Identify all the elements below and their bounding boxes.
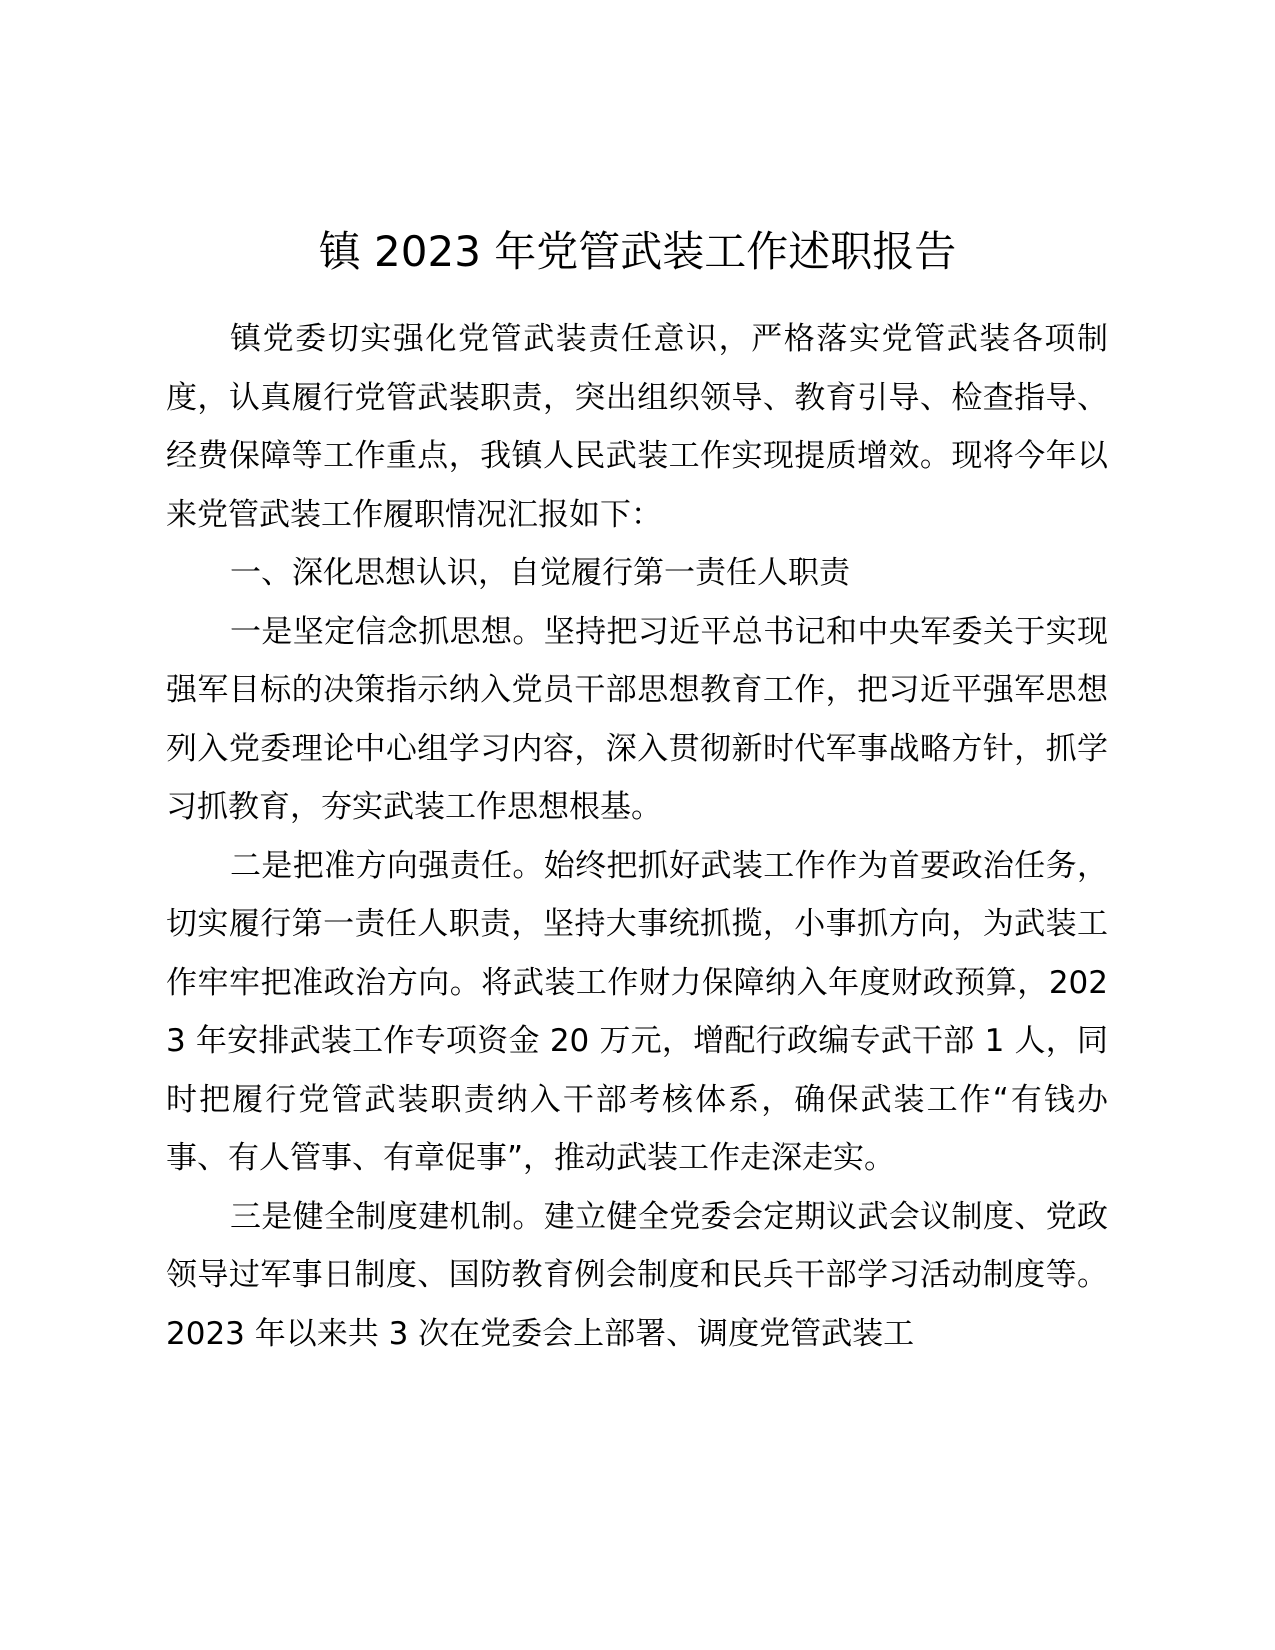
body-paragraph-1: 一是坚定信念抓思想。坚持把习近平总书记和中央军委关于实现强军目标的决策指示纳入党员干部思想教育工作，把习近平强军思想列入党委理论中心组学习内容，深入贯彻新时代军事战略方针，抓学习抓教育，夯实武装工作思想根基。: [166, 613, 1108, 825]
body-paragraph-3: 三是健全制度建机制。建立健全党委会定期议武会议制度、党政领导过军事日制度、国防教育例会制度和民兵干部学习活动制度等。2023 年以来共 3 次在党委会上部署、调度党管武装工: [166, 1198, 1108, 1352]
document-body: [166, 310, 1108, 1363]
body-paragraph-2: 二是把准方向强责任。始终把抓好武装工作作为首要政治任务，切实履行第一责任人职责，坚持大事统抓揽，小事抓方向，为武装工作牢牢把准政治方向。将武装工作财力保障纳入年度财政预算，2023 年安排武装工作专项资金 20 万元，增配行政编专武干部 1 人，同时把履行党管武装职责纳入干部考核体系，确保武装工作“有钱办事、有人管事、有章促事”，推动武装工作走深走实。: [166, 847, 1108, 1176]
intro-paragraph: 镇党委切实强化党管武装责任意识，严格落实党管武装各项制度，认真履行党管武装职责，突出组织领导、教育引导、检查指导、经费保障等工作重点，我镇人民武装工作实现提质增效。现将今年以来党管武装工作履职情况汇报如下：: [166, 321, 1108, 533]
document-title: 镇 2023 年党管武装工作述职报告: [318, 227, 957, 276]
section-heading-1: 一、深化思想认识，自觉履行第一责任人职责: [230, 555, 850, 591]
